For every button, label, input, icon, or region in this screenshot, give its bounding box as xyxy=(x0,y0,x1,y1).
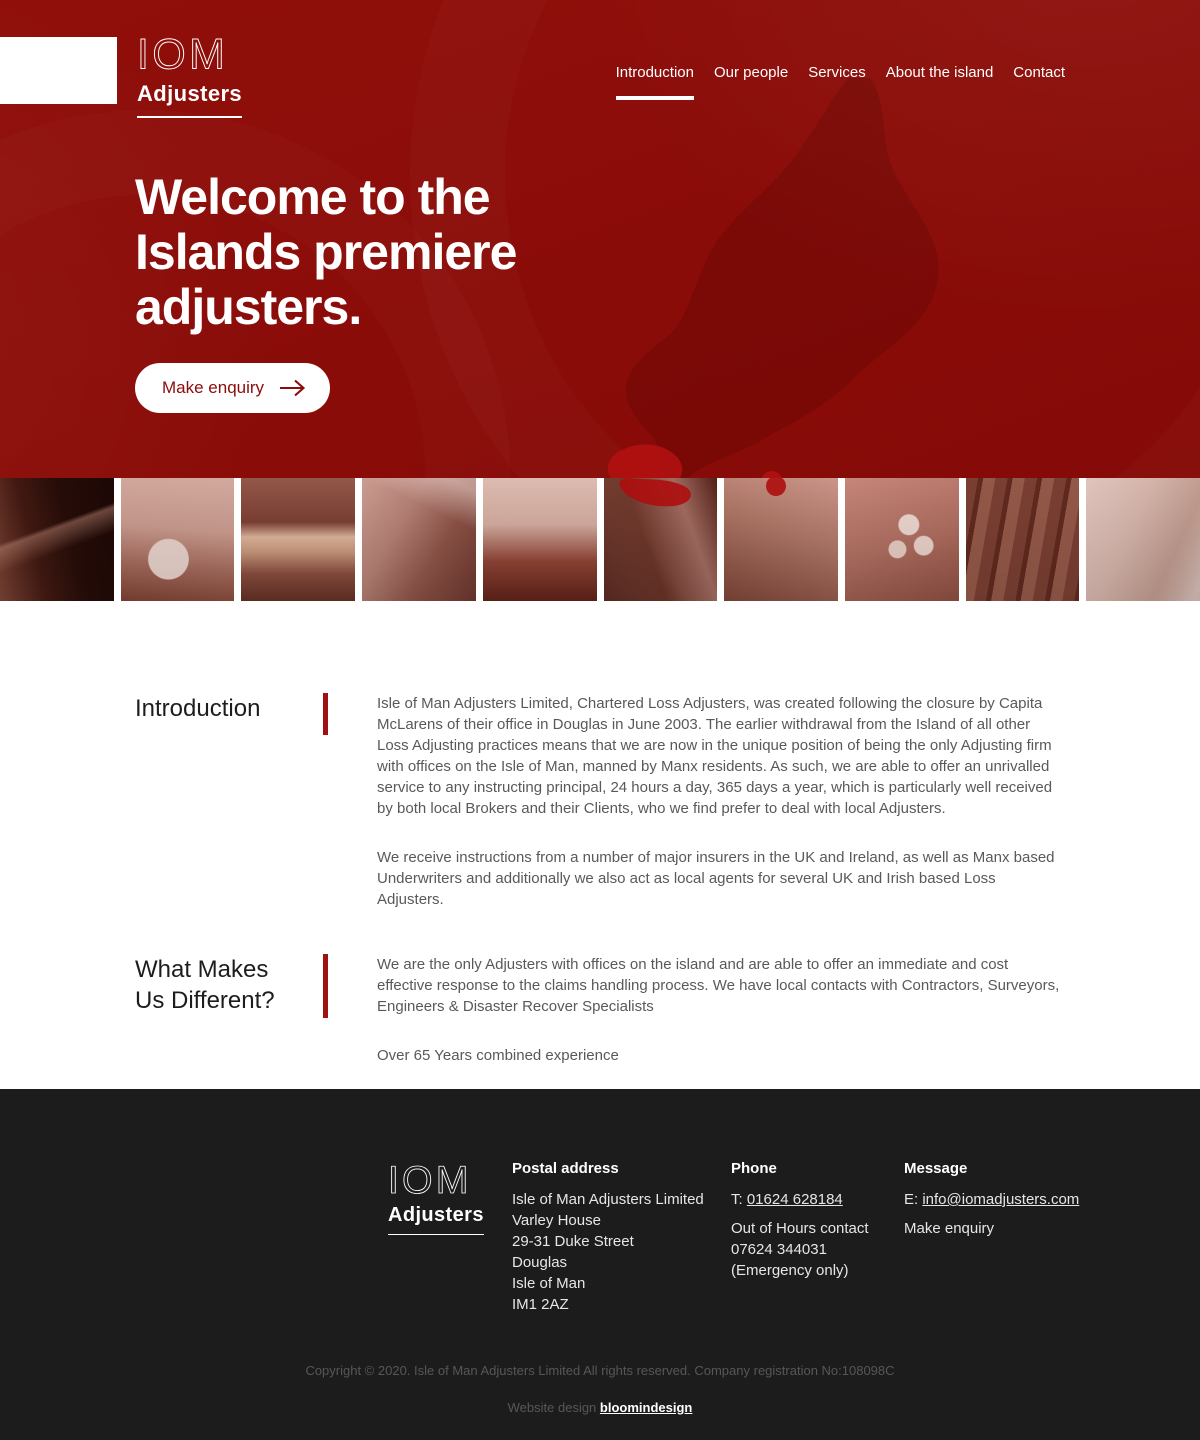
designer-link[interactable]: bloomindesign xyxy=(599,1400,693,1415)
out-of-hours-line: (Emergency only) xyxy=(731,1262,849,1279)
main-nav xyxy=(616,64,1065,100)
message-heading: Message xyxy=(904,1160,968,1177)
copyright-text: Copyright © 2020. Isle of Man Adjusters Limited All rights reserved. Company registration No:108098C xyxy=(305,1363,895,1378)
arrow-right-icon xyxy=(279,379,306,397)
website-design-credit xyxy=(0,1400,1200,1415)
postal-address-heading: Postal address xyxy=(512,1160,619,1177)
section-body xyxy=(377,693,1062,910)
postal-address-line: Douglas xyxy=(512,1254,568,1271)
footer-message xyxy=(904,1158,1079,1315)
isle-of-man-map-graphic xyxy=(560,78,1050,478)
accent-bar xyxy=(323,954,328,1018)
paragraph: Over 65 Years combined experience xyxy=(377,1047,619,1064)
footer-logo-word: Adjusters xyxy=(388,1204,484,1235)
photo-strip xyxy=(0,478,1200,601)
nav-item-our-people[interactable]: Our people xyxy=(713,64,789,81)
hero-heading-line: adjusters. xyxy=(135,279,362,335)
hero-heading-line: Welcome to the xyxy=(135,169,490,225)
footer xyxy=(0,1089,1200,1440)
section-body xyxy=(377,954,1062,1066)
photo-sandbag-flood-door xyxy=(241,478,355,601)
section-title: What Makes Us Different? xyxy=(135,956,275,1014)
photo-broken-window-debris xyxy=(0,478,114,601)
section-introduction xyxy=(135,693,1062,910)
paragraph: We receive instructions from a number of major insurers in the UK and Ireland, as well as Manx based Underwriters and additionally we also act as local agents for several UK and Irish based Loss Adjusters. xyxy=(377,849,1055,908)
postal-address-line: Varley House xyxy=(512,1212,601,1229)
design-prefix: Website design xyxy=(507,1400,600,1415)
make-enquiry-button[interactable] xyxy=(135,363,330,413)
logo-mark-iom xyxy=(137,30,233,76)
footer-columns xyxy=(0,1158,1200,1315)
photo-damaged-toilet-rubble xyxy=(121,478,235,601)
nav-item-services[interactable]: Services xyxy=(808,64,866,81)
postal-address-line: 29-31 Duke Street xyxy=(512,1233,634,1250)
footer-logo-mark-iom xyxy=(388,1158,476,1200)
photo-broken-decking-storm xyxy=(966,478,1080,601)
footer-logo-column xyxy=(388,1158,512,1315)
out-of-hours-line: 07624 344031 xyxy=(731,1241,827,1258)
hero-header xyxy=(0,0,1200,478)
paragraph: Isle of Man Adjusters Limited, Chartered Loss Adjusters, was created following the closure by Capita McLarens of their office in Douglas in June 2003. The earlier withdrawal from the Island of all other Loss Adjusting practices means that we are now in the unique position of being the only Adjusting firm with offices on the Isle of Man, manned by Manx residents. As such, we are able to offer an unrivalled service to any instructing principal, 24 hours a day, 365 days a year, which is particularly well received by both local Brokers and their Clients, who we find prefer to deal with local Adjusters. xyxy=(377,695,1053,817)
make-enquiry-label: Make enquiry xyxy=(162,378,265,397)
footer-postal-address xyxy=(512,1158,731,1315)
email-link[interactable]: info@iomadjusters.com xyxy=(922,1191,1080,1208)
site-logo[interactable] xyxy=(137,30,242,118)
postal-address-line: Isle of Man xyxy=(512,1275,586,1292)
postal-address-line: IM1 2AZ xyxy=(512,1296,569,1313)
section-title: Introduction xyxy=(135,695,261,722)
nav-item-introduction[interactable]: Introduction xyxy=(616,64,694,100)
footer-phone xyxy=(731,1158,904,1315)
photo-hailstones-in-hand xyxy=(845,478,959,601)
svg-text:IOM: IOM xyxy=(388,1158,472,1200)
photo-fallen-tree-on-house xyxy=(604,478,718,601)
out-of-hours-block xyxy=(731,1218,904,1281)
svg-text:IOM: IOM xyxy=(137,30,229,76)
header-white-panel xyxy=(0,37,117,104)
photo-crushed-car-collapse xyxy=(362,478,476,601)
phone-heading: Phone xyxy=(731,1160,777,1177)
logo-word: Adjusters xyxy=(137,81,242,118)
photo-ceiling-collapse-hole xyxy=(724,478,838,601)
hero-heading xyxy=(135,170,516,335)
paragraph: We are the only Adjusters with offices on the island and are able to offer an immediate and cost effective response to the claims handling process. We have local contacts with Contractors, Surveyors, Engineers & Disaster Recover Specialists xyxy=(377,956,1060,1015)
photo-house-fire-smoke xyxy=(483,478,597,601)
phone-link[interactable]: 01624 628184 xyxy=(746,1191,843,1208)
email-prefix: E: xyxy=(904,1191,923,1208)
footer-make-enquiry-link[interactable]: Make enquiry xyxy=(904,1220,995,1237)
postal-address-lines xyxy=(512,1189,731,1315)
section-title-column xyxy=(135,954,323,1016)
main-content xyxy=(0,601,1200,1089)
out-of-hours-line: Out of Hours contact xyxy=(731,1220,869,1237)
hero-heading-line: Islands premiere xyxy=(135,224,517,280)
phone-prefix: T: xyxy=(731,1191,747,1208)
nav-item-about-the-island[interactable]: About the island xyxy=(885,64,994,81)
postal-address-line: Isle of Man Adjusters Limited xyxy=(512,1191,704,1208)
nav-item-contact[interactable]: Contact xyxy=(1013,64,1065,81)
section-what-makes-us-different xyxy=(135,954,1062,1066)
photo-roof-shingle-damage xyxy=(1086,478,1200,601)
section-title-column xyxy=(135,693,323,724)
footer-logo xyxy=(388,1158,512,1235)
accent-bar xyxy=(323,693,328,735)
